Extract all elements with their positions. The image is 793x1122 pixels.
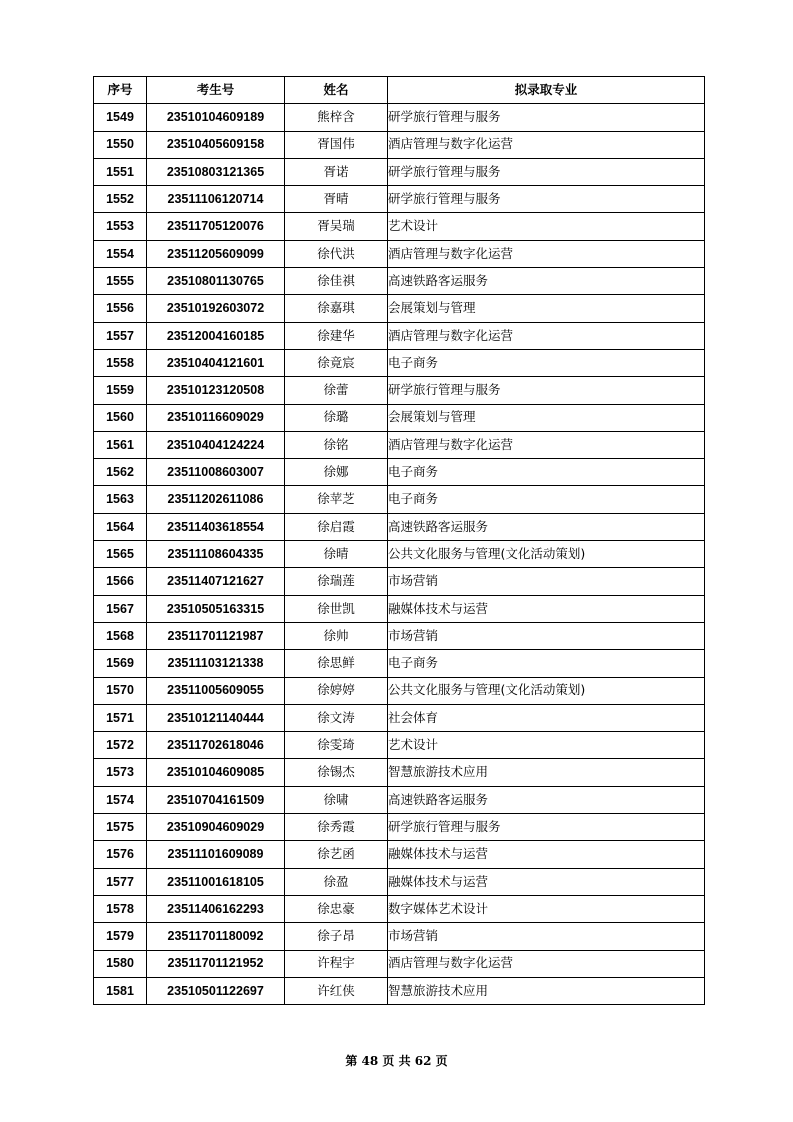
- cell-seq: 1572: [94, 732, 147, 759]
- table-row: [94, 131, 705, 158]
- cell-exam-id: 23511705120076: [147, 213, 285, 240]
- cell-name: 徐文涛: [285, 704, 388, 731]
- cell-seq: 1568: [94, 622, 147, 649]
- cell-seq: 1550: [94, 131, 147, 158]
- cell-name: 胥晴: [285, 186, 388, 213]
- cell-seq: 1564: [94, 513, 147, 540]
- cell-major: 研学旅行管理与服务: [388, 814, 705, 841]
- cell-exam-id: 23511403618554: [147, 513, 285, 540]
- cell-major: 酒店管理与数字化运营: [388, 131, 705, 158]
- cell-exam-id: 23511202611086: [147, 486, 285, 513]
- table-row: [94, 786, 705, 813]
- cell-exam-id: 23511008603007: [147, 459, 285, 486]
- cell-seq: 1577: [94, 868, 147, 895]
- cell-exam-id: 23511701121987: [147, 622, 285, 649]
- cell-seq: 1554: [94, 240, 147, 267]
- cell-seq: 1574: [94, 786, 147, 813]
- cell-exam-id: 23511103121338: [147, 650, 285, 677]
- cell-name: 徐晴: [285, 541, 388, 568]
- table-row: [94, 595, 705, 622]
- table-row: [94, 186, 705, 213]
- cell-name: 熊梓含: [285, 104, 388, 131]
- table-row: [94, 104, 705, 131]
- cell-exam-id: 23510803121365: [147, 158, 285, 185]
- cell-exam-id: 23511108604335: [147, 541, 285, 568]
- cell-name: 徐盈: [285, 868, 388, 895]
- cell-major: 市场营销: [388, 568, 705, 595]
- table-row: [94, 868, 705, 895]
- cell-seq: 1579: [94, 923, 147, 950]
- cell-name: 徐艺函: [285, 841, 388, 868]
- cell-name: 胥吴瑞: [285, 213, 388, 240]
- cell-major: 高速铁路客运服务: [388, 786, 705, 813]
- cell-name: 徐锡杰: [285, 759, 388, 786]
- cell-major: 研学旅行管理与服务: [388, 158, 705, 185]
- table-row: [94, 759, 705, 786]
- cell-name: 徐启霞: [285, 513, 388, 540]
- cell-major: 会展策划与管理: [388, 404, 705, 431]
- table-row: [94, 568, 705, 595]
- cell-exam-id: 23511406162293: [147, 895, 285, 922]
- cell-exam-id: 23511701180092: [147, 923, 285, 950]
- cell-exam-id: 23510116609029: [147, 404, 285, 431]
- cell-name: 许红侠: [285, 977, 388, 1004]
- cell-seq: 1551: [94, 158, 147, 185]
- cell-seq: 1560: [94, 404, 147, 431]
- cell-name: 徐瑞莲: [285, 568, 388, 595]
- table-row: [94, 950, 705, 977]
- cell-major: 公共文化服务与管理(文化活动策划): [388, 677, 705, 704]
- cell-major: 酒店管理与数字化运营: [388, 322, 705, 349]
- table-row: [94, 322, 705, 349]
- cell-seq: 1573: [94, 759, 147, 786]
- table-row: [94, 895, 705, 922]
- cell-name: 徐思鲜: [285, 650, 388, 677]
- cell-exam-id: 23510501122697: [147, 977, 285, 1004]
- table-row: [94, 240, 705, 267]
- cell-name: 徐竟宸: [285, 349, 388, 376]
- cell-exam-id: 23511101609089: [147, 841, 285, 868]
- cell-seq: 1580: [94, 950, 147, 977]
- cell-major: 研学旅行管理与服务: [388, 377, 705, 404]
- cell-major: 智慧旅游技术应用: [388, 977, 705, 1004]
- cell-exam-id: 23510801130765: [147, 268, 285, 295]
- cell-name: 徐忠豪: [285, 895, 388, 922]
- cell-major: 艺术设计: [388, 732, 705, 759]
- cell-name: 徐建华: [285, 322, 388, 349]
- cell-seq: 1556: [94, 295, 147, 322]
- table-row: [94, 213, 705, 240]
- cell-major: 电子商务: [388, 459, 705, 486]
- cell-major: 市场营销: [388, 923, 705, 950]
- cell-seq: 1566: [94, 568, 147, 595]
- table-row: [94, 977, 705, 1004]
- cell-seq: 1570: [94, 677, 147, 704]
- cell-name: 徐蕾: [285, 377, 388, 404]
- cell-name: 徐秀霞: [285, 814, 388, 841]
- table-body: [94, 104, 705, 1005]
- cell-major: 研学旅行管理与服务: [388, 104, 705, 131]
- table-row: [94, 459, 705, 486]
- header-exam-id: 考生号: [147, 77, 285, 104]
- cell-name: 徐子昂: [285, 923, 388, 950]
- cell-seq: 1559: [94, 377, 147, 404]
- table-row: [94, 650, 705, 677]
- cell-exam-id: 23510192603072: [147, 295, 285, 322]
- table-row: [94, 431, 705, 458]
- table-row: [94, 295, 705, 322]
- cell-exam-id: 23510405609158: [147, 131, 285, 158]
- cell-exam-id: 23510123120508: [147, 377, 285, 404]
- cell-seq: 1578: [94, 895, 147, 922]
- cell-exam-id: 23511001618105: [147, 868, 285, 895]
- cell-seq: 1553: [94, 213, 147, 240]
- table-row: [94, 814, 705, 841]
- cell-name: 徐世凯: [285, 595, 388, 622]
- table-row: [94, 377, 705, 404]
- table-row: [94, 268, 705, 295]
- cell-exam-id: 23510404121601: [147, 349, 285, 376]
- table-row: [94, 923, 705, 950]
- cell-name: 徐婷婷: [285, 677, 388, 704]
- cell-exam-id: 23511205609099: [147, 240, 285, 267]
- cell-major: 高速铁路客运服务: [388, 268, 705, 295]
- header-seq: 序号: [94, 77, 147, 104]
- table-row: [94, 732, 705, 759]
- cell-name: 许程宇: [285, 950, 388, 977]
- header-row: [94, 77, 705, 104]
- cell-major: 融媒体技术与运营: [388, 841, 705, 868]
- cell-name: 徐铭: [285, 431, 388, 458]
- table-row: [94, 541, 705, 568]
- table-row: [94, 677, 705, 704]
- cell-name: 徐苹芝: [285, 486, 388, 513]
- cell-major: 酒店管理与数字化运营: [388, 240, 705, 267]
- cell-seq: 1557: [94, 322, 147, 349]
- table-row: [94, 513, 705, 540]
- cell-major: 研学旅行管理与服务: [388, 186, 705, 213]
- cell-name: 徐嘉琪: [285, 295, 388, 322]
- cell-seq: 1561: [94, 431, 147, 458]
- cell-major: 高速铁路客运服务: [388, 513, 705, 540]
- cell-seq: 1581: [94, 977, 147, 1004]
- cell-seq: 1552: [94, 186, 147, 213]
- cell-major: 会展策划与管理: [388, 295, 705, 322]
- cell-major: 电子商务: [388, 349, 705, 376]
- header-major: 拟录取专业: [388, 77, 705, 104]
- cell-major: 数字媒体艺术设计: [388, 895, 705, 922]
- cell-exam-id: 23511701121952: [147, 950, 285, 977]
- table-row: [94, 841, 705, 868]
- table-row: [94, 622, 705, 649]
- admission-table: [93, 76, 705, 1005]
- cell-exam-id: 23510404124224: [147, 431, 285, 458]
- cell-major: 电子商务: [388, 486, 705, 513]
- table-row: [94, 158, 705, 185]
- cell-exam-id: 23510104609189: [147, 104, 285, 131]
- cell-name: 徐啸: [285, 786, 388, 813]
- cell-seq: 1549: [94, 104, 147, 131]
- cell-exam-id: 23510104609085: [147, 759, 285, 786]
- cell-exam-id: 23510505163315: [147, 595, 285, 622]
- cell-seq: 1575: [94, 814, 147, 841]
- cell-major: 融媒体技术与运营: [388, 868, 705, 895]
- cell-exam-id: 23512004160185: [147, 322, 285, 349]
- cell-major: 融媒体技术与运营: [388, 595, 705, 622]
- cell-major: 公共文化服务与管理(文化活动策划): [388, 541, 705, 568]
- cell-exam-id: 23510904609029: [147, 814, 285, 841]
- cell-major: 智慧旅游技术应用: [388, 759, 705, 786]
- cell-major: 酒店管理与数字化运营: [388, 950, 705, 977]
- cell-exam-id: 23511702618046: [147, 732, 285, 759]
- cell-seq: 1555: [94, 268, 147, 295]
- table-row: [94, 704, 705, 731]
- cell-major: 电子商务: [388, 650, 705, 677]
- cell-seq: 1569: [94, 650, 147, 677]
- cell-name: 徐娜: [285, 459, 388, 486]
- cell-name: 胥国伟: [285, 131, 388, 158]
- cell-exam-id: 23511106120714: [147, 186, 285, 213]
- cell-name: 徐佳祺: [285, 268, 388, 295]
- cell-name: 徐雯琦: [285, 732, 388, 759]
- cell-major: 艺术设计: [388, 213, 705, 240]
- page-footer: 第 48 页 共 62 页: [345, 1054, 448, 1068]
- cell-seq: 1558: [94, 349, 147, 376]
- cell-name: 徐帅: [285, 622, 388, 649]
- cell-exam-id: 23510704161509: [147, 786, 285, 813]
- cell-seq: 1562: [94, 459, 147, 486]
- cell-seq: 1563: [94, 486, 147, 513]
- table-row: [94, 486, 705, 513]
- cell-major: 酒店管理与数字化运营: [388, 431, 705, 458]
- cell-name: 徐代洪: [285, 240, 388, 267]
- cell-name: 胥诺: [285, 158, 388, 185]
- cell-seq: 1576: [94, 841, 147, 868]
- table-row: [94, 349, 705, 376]
- cell-exam-id: 23511005609055: [147, 677, 285, 704]
- cell-major: 市场营销: [388, 622, 705, 649]
- cell-name: 徐璐: [285, 404, 388, 431]
- cell-seq: 1571: [94, 704, 147, 731]
- header-name: 姓名: [285, 77, 388, 104]
- cell-major: 社会体育: [388, 704, 705, 731]
- cell-seq: 1565: [94, 541, 147, 568]
- cell-seq: 1567: [94, 595, 147, 622]
- cell-exam-id: 23511407121627: [147, 568, 285, 595]
- table-row: [94, 404, 705, 431]
- cell-exam-id: 23510121140444: [147, 704, 285, 731]
